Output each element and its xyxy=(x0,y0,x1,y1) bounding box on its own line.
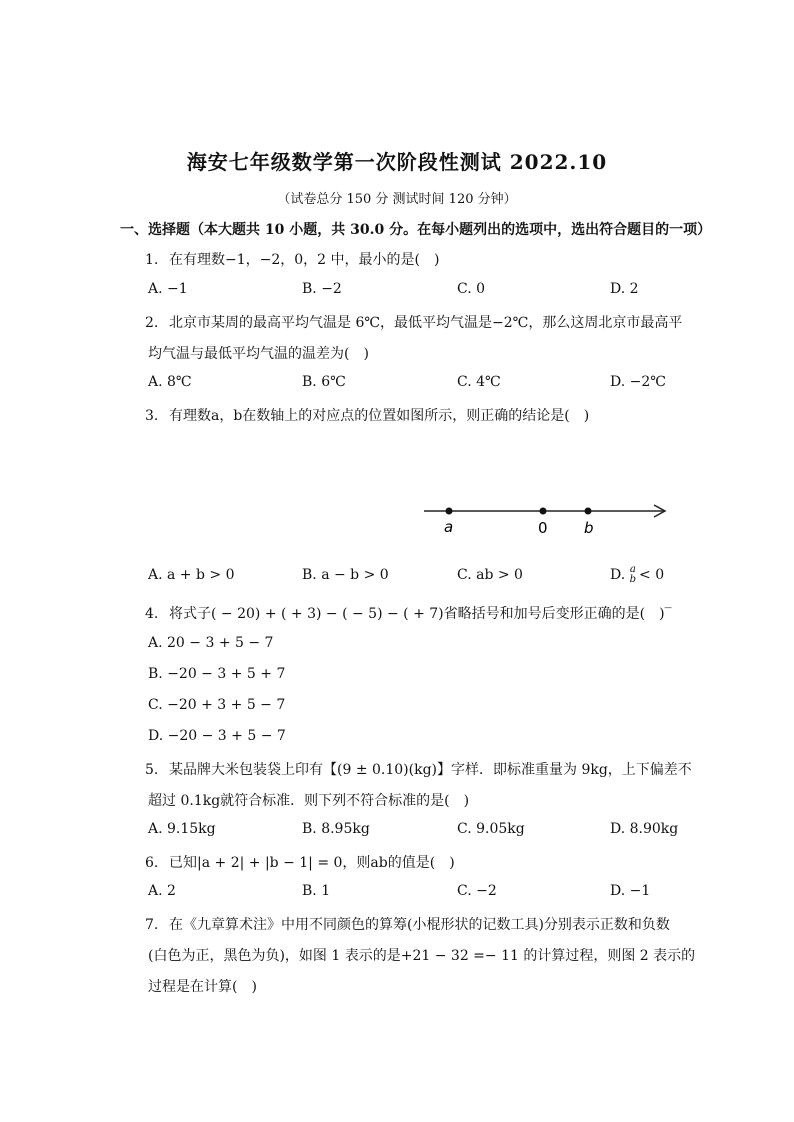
point-b xyxy=(585,508,592,515)
q2-option-d[interactable]: D. −2℃ xyxy=(610,374,666,390)
question-text: 在有理数−1，−2，0，2 中，最小的是( ) xyxy=(169,252,440,268)
question-text: 北京市某周的最高平均气温是 6℃，最低平均气温是−2℃，那么这周北京市最高平 xyxy=(169,315,683,331)
question-1 xyxy=(145,249,439,269)
question-number: 4. xyxy=(145,606,159,622)
q1-option-d[interactable]: D. 2 xyxy=(610,281,639,297)
question-number: 5. xyxy=(145,762,159,778)
question-number: 1. xyxy=(145,252,159,268)
q1-option-a[interactable]: A. −1 xyxy=(148,281,188,297)
q6-option-b[interactable]: B. 1 xyxy=(302,883,331,899)
question-7-line-3: 过程是在计算( ) xyxy=(148,979,257,995)
q3-option-a[interactable]: A. a + b > 0 xyxy=(148,567,235,583)
q1-option-c[interactable]: C. 0 xyxy=(457,281,486,297)
fraction-denominator: b xyxy=(629,574,637,585)
question-text: 有理数a，b在数轴上的对应点的位置如图所示，则正确的结论是( ) xyxy=(169,408,590,424)
question-number: 7. xyxy=(145,917,159,933)
question-number: 2. xyxy=(145,315,159,331)
q5-option-b[interactable]: B. 8.95kg xyxy=(302,821,370,837)
q2-option-c[interactable]: C. 4℃ xyxy=(457,374,501,390)
question-7 xyxy=(145,914,670,934)
label-zero: 0 xyxy=(538,519,548,537)
fraction-numerator: a xyxy=(629,564,636,575)
q4-option-a[interactable]: A. 20 − 3 + 5 − 7 xyxy=(148,635,274,651)
q3-option-d[interactable] xyxy=(610,565,664,585)
q6-option-c[interactable]: C. −2 xyxy=(457,883,497,899)
question-text: 将式子( − 20) + ( + 3) − ( − 5) − ( + 7)省略括号和加号后变形正确的是( )‾ xyxy=(169,606,672,622)
point-zero xyxy=(540,508,547,515)
exam-info: （试卷总分 150 分 测试时间 120 分钟） xyxy=(277,192,517,207)
q6-option-d[interactable]: D. −1 xyxy=(610,883,651,899)
q4-option-d[interactable]: D. −20 − 3 + 5 − 7 xyxy=(148,728,286,744)
option-label: D. xyxy=(610,567,626,583)
q6-option-a[interactable]: A. 2 xyxy=(148,883,176,899)
question-text: 某品牌大米包装袋上印有【(9 ± 0.10)(kg)】字样．即标准重量为 9kg，上下偏差不 xyxy=(169,762,692,778)
number-line-figure xyxy=(420,495,670,540)
question-7-line-2: (白色为正，黑色为负)，如图 1 表示的是+21 − 32 =− 11 的计算过程，则图 2 表示的 xyxy=(148,948,696,964)
question-2 xyxy=(145,312,682,332)
q5-option-a[interactable]: A. 9.15kg xyxy=(148,821,216,837)
q4-option-b[interactable]: B. −20 − 3 + 5 + 7 xyxy=(148,666,286,682)
section-heading: 一、选择题（本大题共 10 小题，共 30.0 分。在每小题列出的选项中，选出符合题目的一项） xyxy=(120,222,712,238)
q2-option-a[interactable]: A. 8℃ xyxy=(148,374,192,390)
page-title: 海安七年级数学第一次阶段性测试 2022.10 xyxy=(186,150,608,174)
question-3 xyxy=(145,405,589,425)
q5-option-d[interactable]: D. 8.90kg xyxy=(610,821,679,837)
q3-option-c[interactable]: C. ab > 0 xyxy=(457,567,523,583)
question-5-line-2: 超过 0.1kg就符合标准．则下列不符合标准的是( ) xyxy=(148,793,470,809)
q1-option-b[interactable]: B. −2 xyxy=(302,281,342,297)
option-rest: < 0 xyxy=(639,567,665,583)
q4-option-c[interactable]: C. −20 + 3 + 5 − 7 xyxy=(148,697,286,713)
label-b: b xyxy=(584,519,594,537)
question-text: 已知|a + 2| + |b − 1| = 0，则ab的值是( ) xyxy=(169,855,455,871)
q5-option-c[interactable]: C. 9.05kg xyxy=(457,821,525,837)
question-number: 6. xyxy=(145,855,159,871)
question-text: 在《九章算术注》中用不同颜色的算筹(小棍形状的记数工具)分别表示正数和负数 xyxy=(169,917,670,933)
q2-option-b[interactable]: B. 6℃ xyxy=(302,374,346,390)
q3-option-b[interactable]: B. a − b > 0 xyxy=(302,567,389,583)
question-4 xyxy=(145,603,672,623)
question-2-line-2: 均气温与最低平均气温的温差为( ) xyxy=(148,346,369,362)
point-a xyxy=(446,508,453,515)
question-5 xyxy=(145,759,692,779)
question-number: 3. xyxy=(145,408,159,424)
question-6 xyxy=(145,852,455,872)
label-a: a xyxy=(444,518,454,536)
fraction xyxy=(630,565,636,585)
